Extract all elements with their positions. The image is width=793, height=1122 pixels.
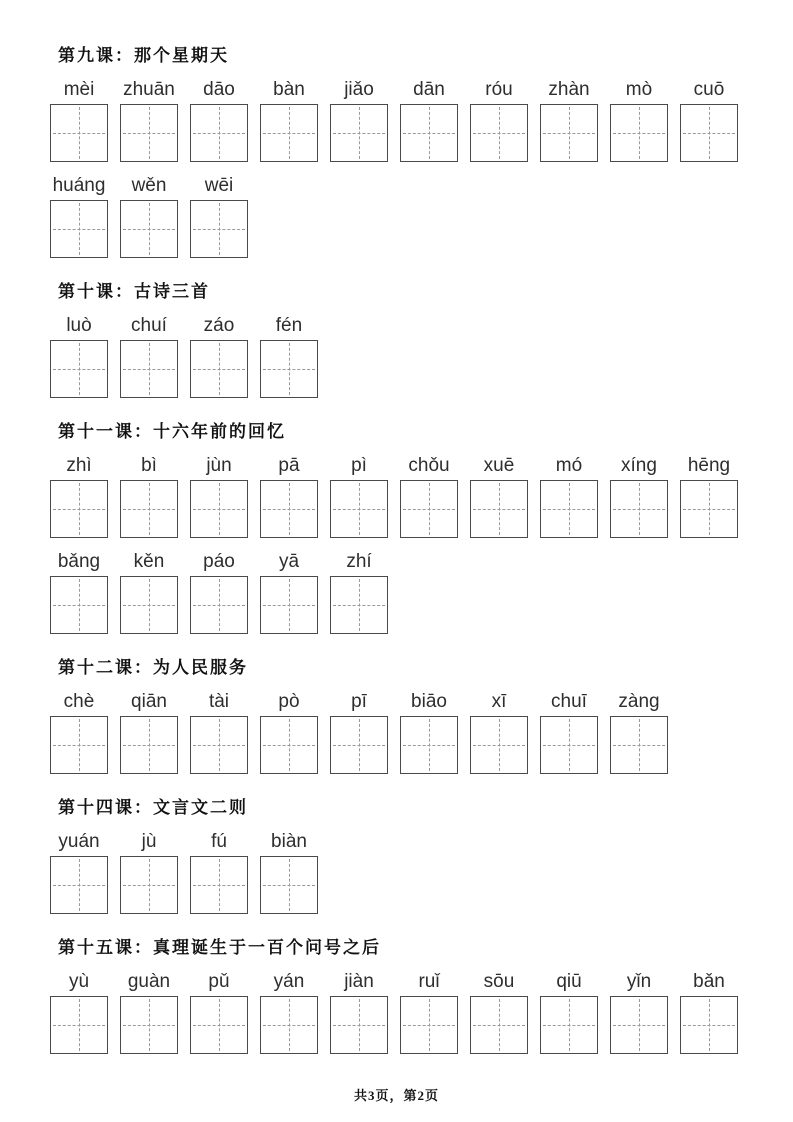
practice-cell bbox=[330, 550, 388, 634]
pinyin-label: tài bbox=[208, 691, 230, 712]
character-grid-box bbox=[50, 480, 108, 538]
lesson-title: 第十四课：文言文二则 bbox=[58, 798, 248, 817]
character-grid-box bbox=[120, 856, 178, 914]
character-grid-box bbox=[540, 104, 598, 162]
practice-cell bbox=[190, 690, 248, 774]
pinyin-label: xuē bbox=[483, 455, 515, 476]
character-grid-box bbox=[260, 480, 318, 538]
character-grid-box bbox=[610, 104, 668, 162]
practice-cell bbox=[260, 830, 318, 914]
practice-cell bbox=[50, 454, 108, 538]
sections bbox=[50, 44, 743, 1054]
pinyin-label: pī bbox=[351, 691, 367, 712]
practice-cell bbox=[190, 314, 248, 398]
pinyin-label: wěn bbox=[131, 175, 167, 196]
lesson-title: 第十五课：真理诞生于一百个问号之后 bbox=[58, 938, 381, 957]
character-grid-box bbox=[50, 716, 108, 774]
practice-cell bbox=[470, 454, 528, 538]
practice-cell bbox=[120, 314, 178, 398]
practice-cell bbox=[330, 970, 388, 1054]
practice-cell bbox=[120, 78, 178, 162]
pinyin-label: biāo bbox=[411, 691, 447, 712]
practice-cell bbox=[120, 830, 178, 914]
pinyin-label: xíng bbox=[621, 455, 657, 476]
character-grid-box bbox=[120, 576, 178, 634]
practice-cell bbox=[50, 690, 108, 774]
practice-cell bbox=[470, 78, 528, 162]
pinyin-label: guàn bbox=[127, 971, 171, 992]
pinyin-row bbox=[50, 174, 743, 258]
pinyin-label: jiàn bbox=[344, 971, 374, 992]
character-grid-box bbox=[50, 104, 108, 162]
practice-cell bbox=[680, 454, 738, 538]
character-grid-box bbox=[470, 716, 528, 774]
pinyin-label: xī bbox=[491, 691, 507, 712]
practice-cell bbox=[120, 174, 178, 258]
practice-cell bbox=[120, 550, 178, 634]
pinyin-label: fén bbox=[275, 315, 303, 336]
practice-cell bbox=[190, 830, 248, 914]
practice-cell bbox=[260, 454, 318, 538]
character-grid-box bbox=[400, 104, 458, 162]
pinyin-label: yán bbox=[273, 971, 305, 992]
pinyin-label: bǎng bbox=[57, 551, 101, 572]
character-grid-box bbox=[540, 716, 598, 774]
pinyin-label: yuán bbox=[58, 831, 100, 852]
pinyin-label: qiān bbox=[131, 691, 167, 712]
pinyin-row bbox=[50, 454, 743, 538]
practice-cell bbox=[400, 78, 458, 162]
page-number-footer: 共3页，第2页 bbox=[353, 1088, 439, 1103]
pinyin-label: qiū bbox=[556, 971, 582, 992]
character-grid-box bbox=[120, 104, 178, 162]
character-grid-box bbox=[120, 716, 178, 774]
character-grid-box bbox=[610, 480, 668, 538]
character-grid-box bbox=[190, 480, 248, 538]
practice-cell bbox=[330, 454, 388, 538]
pinyin-label: bǎn bbox=[693, 971, 725, 992]
pinyin-label: sōu bbox=[483, 971, 515, 992]
pinyin-row bbox=[50, 690, 743, 774]
character-grid-box bbox=[190, 340, 248, 398]
pinyin-label: záo bbox=[203, 315, 235, 336]
pinyin-label: chuī bbox=[551, 691, 587, 712]
character-grid-box bbox=[400, 480, 458, 538]
pinyin-label: yǐn bbox=[626, 971, 652, 992]
pinyin-label: wēi bbox=[204, 175, 234, 196]
pinyin-label: kěn bbox=[133, 551, 165, 572]
pinyin-label: luò bbox=[66, 315, 92, 336]
pinyin-label: ruǐ bbox=[418, 971, 440, 992]
practice-cell bbox=[470, 690, 528, 774]
pinyin-label: jùn bbox=[206, 455, 232, 476]
practice-cell bbox=[540, 454, 598, 538]
character-grid-box bbox=[470, 480, 528, 538]
practice-cell bbox=[50, 174, 108, 258]
lesson-title: 第十一课：十六年前的回忆 bbox=[58, 422, 286, 441]
character-grid-box bbox=[610, 716, 668, 774]
practice-cell bbox=[50, 970, 108, 1054]
character-grid-box bbox=[330, 480, 388, 538]
character-grid-box bbox=[260, 340, 318, 398]
character-grid-box bbox=[190, 200, 248, 258]
pinyin-label: zhàn bbox=[548, 79, 590, 100]
character-grid-box bbox=[260, 104, 318, 162]
character-grid-box bbox=[190, 104, 248, 162]
practice-cell bbox=[50, 314, 108, 398]
practice-cell bbox=[260, 78, 318, 162]
character-grid-box bbox=[260, 996, 318, 1054]
pinyin-row bbox=[50, 830, 743, 914]
character-grid-box bbox=[330, 716, 388, 774]
pinyin-label: bàn bbox=[273, 79, 305, 100]
character-grid-box bbox=[610, 996, 668, 1054]
practice-cell bbox=[540, 690, 598, 774]
pinyin-label: hēng bbox=[687, 455, 731, 476]
character-grid-box bbox=[190, 996, 248, 1054]
character-grid-box bbox=[680, 480, 738, 538]
character-grid-box bbox=[190, 856, 248, 914]
practice-cell bbox=[400, 690, 458, 774]
practice-cell bbox=[610, 78, 668, 162]
character-grid-box bbox=[120, 340, 178, 398]
practice-cell bbox=[680, 970, 738, 1054]
pinyin-label: yù bbox=[68, 971, 90, 992]
pinyin-label: biàn bbox=[271, 831, 307, 852]
pinyin-label: pā bbox=[278, 455, 300, 476]
character-grid-box bbox=[50, 340, 108, 398]
practice-cell bbox=[610, 690, 668, 774]
lesson-section bbox=[50, 936, 743, 1054]
character-grid-box bbox=[400, 996, 458, 1054]
practice-cell bbox=[680, 78, 738, 162]
practice-cell bbox=[330, 690, 388, 774]
pinyin-row bbox=[50, 314, 743, 398]
lesson-title: 第十二课：为人民服务 bbox=[58, 658, 248, 677]
pinyin-label: chuí bbox=[131, 315, 167, 336]
practice-cell bbox=[610, 454, 668, 538]
pinyin-label: fú bbox=[211, 831, 227, 852]
practice-cell bbox=[540, 970, 598, 1054]
practice-cell bbox=[190, 174, 248, 258]
pinyin-label: yā bbox=[278, 551, 300, 572]
pinyin-label: chǒu bbox=[408, 455, 450, 476]
pinyin-label: pì bbox=[351, 455, 367, 476]
character-grid-box bbox=[50, 200, 108, 258]
character-grid-box bbox=[120, 996, 178, 1054]
pinyin-label: mò bbox=[625, 79, 653, 100]
practice-cell bbox=[120, 454, 178, 538]
pinyin-label: jù bbox=[141, 831, 157, 852]
lesson-title: 第十课：古诗三首 bbox=[58, 282, 210, 301]
practice-cell bbox=[330, 78, 388, 162]
practice-cell bbox=[120, 690, 178, 774]
pinyin-label: mó bbox=[555, 455, 583, 476]
practice-cell bbox=[190, 454, 248, 538]
practice-cell bbox=[470, 970, 528, 1054]
character-grid-box bbox=[260, 716, 318, 774]
practice-cell bbox=[190, 970, 248, 1054]
character-grid-box bbox=[540, 996, 598, 1054]
pinyin-label: chè bbox=[63, 691, 95, 712]
practice-cell bbox=[260, 550, 318, 634]
character-grid-box bbox=[260, 576, 318, 634]
practice-cell bbox=[540, 78, 598, 162]
character-grid-box bbox=[330, 104, 388, 162]
practice-cell bbox=[190, 550, 248, 634]
lesson-section bbox=[50, 656, 743, 774]
character-grid-box bbox=[120, 200, 178, 258]
pinyin-label: cuō bbox=[693, 79, 725, 100]
pinyin-label: zhuān bbox=[123, 79, 175, 100]
character-grid-box bbox=[470, 104, 528, 162]
practice-cell bbox=[260, 314, 318, 398]
practice-cell bbox=[50, 550, 108, 634]
character-grid-box bbox=[120, 480, 178, 538]
character-grid-box bbox=[540, 480, 598, 538]
practice-cell bbox=[260, 970, 318, 1054]
pinyin-label: huáng bbox=[52, 175, 106, 196]
practice-cell bbox=[120, 970, 178, 1054]
pinyin-label: dāo bbox=[203, 79, 235, 100]
pinyin-label: zàng bbox=[618, 691, 660, 712]
practice-cell bbox=[260, 690, 318, 774]
lesson-section bbox=[50, 280, 743, 398]
practice-cell bbox=[190, 78, 248, 162]
character-grid-box bbox=[400, 716, 458, 774]
pinyin-label: zhí bbox=[346, 551, 372, 572]
pinyin-label: jiǎo bbox=[344, 79, 374, 100]
pinyin-row bbox=[50, 550, 743, 634]
character-grid-box bbox=[50, 856, 108, 914]
character-grid-box bbox=[680, 996, 738, 1054]
lesson-section bbox=[50, 796, 743, 914]
pinyin-label: mèi bbox=[63, 79, 95, 100]
character-grid-box bbox=[260, 856, 318, 914]
pinyin-row bbox=[50, 78, 743, 162]
practice-cell bbox=[400, 454, 458, 538]
character-grid-box bbox=[50, 996, 108, 1054]
character-grid-box bbox=[190, 576, 248, 634]
practice-cell bbox=[50, 78, 108, 162]
character-grid-box bbox=[330, 996, 388, 1054]
practice-cell bbox=[50, 830, 108, 914]
character-grid-box bbox=[470, 996, 528, 1054]
character-grid-box bbox=[680, 104, 738, 162]
practice-cell bbox=[400, 970, 458, 1054]
pinyin-label: pò bbox=[278, 691, 300, 712]
pinyin-label: dān bbox=[413, 79, 445, 100]
pinyin-label: bì bbox=[141, 455, 157, 476]
lesson-section bbox=[50, 420, 743, 634]
character-grid-box bbox=[50, 576, 108, 634]
lesson-section bbox=[50, 44, 743, 258]
pinyin-label: róu bbox=[485, 79, 513, 100]
character-grid-box bbox=[190, 716, 248, 774]
pinyin-label: pǔ bbox=[208, 971, 230, 992]
pinyin-label: páo bbox=[203, 551, 235, 572]
practice-cell bbox=[610, 970, 668, 1054]
pinyin-row bbox=[50, 970, 743, 1054]
lesson-title: 第九课：那个星期天 bbox=[58, 46, 229, 65]
character-grid-box bbox=[330, 576, 388, 634]
pinyin-label: zhì bbox=[66, 455, 92, 476]
